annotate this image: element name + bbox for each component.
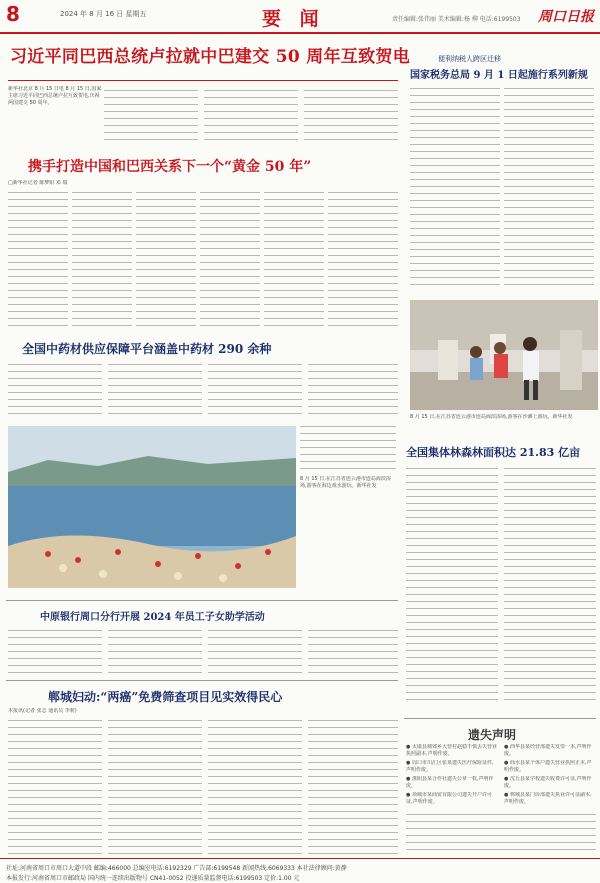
notice-item: ● 淮阳县某合作社遗失公章一枚,声明作废。 <box>406 776 494 789</box>
bank-body-col <box>108 624 202 674</box>
women-byline: 本报讯(记者 张志 通讯员 李莉) <box>8 708 77 714</box>
editor-contact: 责任编辑:张伟丽 美术编辑:杨 柳 电话:6199503 <box>392 16 521 23</box>
notice-item: ● 项城市某商贸有限公司遗失开户许可证,声明作废。 <box>406 792 492 805</box>
headline-rule <box>8 80 398 81</box>
page-header <box>0 0 600 34</box>
notice-rule <box>404 718 596 719</box>
tax-subtitle: 便利纳税人跨区迁移 <box>438 55 501 63</box>
women-body-col <box>308 714 398 854</box>
bank-headline: 中原银行周口分行开展 2024 年员工子女助学活动 <box>40 612 265 623</box>
medicine-body-col <box>308 358 398 422</box>
medicine-body-col <box>8 358 102 422</box>
forest-body-col <box>504 462 596 702</box>
bank-body-col <box>208 624 302 674</box>
forest-body-col <box>406 462 498 702</box>
notice-item: ● 太康县城郊乡大营村赵稳不慎丢失营业执照副本,声明作废。 <box>406 744 497 757</box>
page-footer <box>0 858 600 883</box>
medicine-body-col <box>208 358 302 422</box>
notice-item: ● 商水县某个体户遗失营业执照正本,声明作废。 <box>504 760 592 773</box>
page-number: 8 <box>6 2 20 26</box>
lead-body-col <box>204 84 298 146</box>
commentary-body-col <box>264 186 324 326</box>
section-title: 要 闻 <box>262 8 325 30</box>
women-headline: 郸城妇动:“两癌”免费筛查项目见实效得民心 <box>48 690 283 704</box>
children-photo <box>410 300 598 410</box>
tax-body-col <box>504 82 594 288</box>
women-body-col <box>8 714 102 854</box>
notice-more-lines <box>406 808 596 854</box>
footer-distribution: 本报发行:河南省周口市邮政局 国内统一连续出版物号 CN41-0052 投递质量监督电话:6199503 定价:1.00 元 <box>6 875 300 882</box>
section-divider <box>6 600 398 601</box>
medicine-body-col <box>108 358 202 422</box>
tax-body-col <box>410 82 500 288</box>
medicine-body-col <box>300 420 396 474</box>
commentary-body-col <box>328 186 398 326</box>
notice-item: ● 郸城县某门诊部遗失执业许可证副本,声明作废。 <box>504 792 592 805</box>
women-body-col <box>108 714 202 854</box>
lead-body-col <box>104 84 198 146</box>
notice-item: ● 西华县某经营部遗失发票一本,声明作废。 <box>504 744 592 757</box>
footer-address: 社址:河南省周口市周口大道中段 邮编:466000 总编室电话:6192329 广告部:6199548 新闻热线:6069333 本社法律顾问:黄静 <box>6 865 347 872</box>
commentary-byline: □新华社记者 陈梦阳 邓 瑞 <box>8 180 68 186</box>
medicine-headline: 全国中药材供应保障平台涵盖中药材 290 余种 <box>22 342 272 356</box>
lead-intro: 新华社北京 8 月 15 日电 8 月 15 日,国家主席习近平同巴西总统卢拉互致贺电,庆祝两国建交 50 周年。 <box>8 86 102 106</box>
beach-photo <box>8 426 296 588</box>
notice-item: ● 沈丘县某学校遗失收费许可证,声明作废。 <box>504 776 592 789</box>
lead-body-col <box>304 84 398 146</box>
bank-body-col <box>8 624 102 674</box>
newspaper-logo: 周口日报 <box>538 9 594 25</box>
beach-caption: 8 月 15 日,在江苏省连云港市连岛海滨浴场,游客在海边戏水游玩。新华社发 <box>300 476 391 489</box>
women-body-col <box>208 714 302 854</box>
commentary-body-col <box>200 186 260 326</box>
commentary-body-col <box>72 186 132 326</box>
commentary-headline: 携手打造中国和巴西关系下一个“黄金 50 年” <box>28 159 312 175</box>
lead-headline: 习近平同巴西总统卢拉就中巴建交 50 周年互致贺电 <box>10 47 410 67</box>
commentary-body-col <box>136 186 196 326</box>
tax-headline: 国家税务总局 9 月 1 日起施行系列新规 <box>410 70 588 81</box>
notice-heading: 遗失声明 <box>468 728 517 742</box>
issue-date: 2024 年 8 月 16 日 星期五 <box>60 10 147 18</box>
photo-caption: 8 月 15 日,在江苏省连云港市连岛海滨浴场,游客在沙滩上游玩。新华社发 <box>410 414 573 420</box>
forest-headline: 全国集体林森林面积达 21.83 亿亩 <box>406 446 581 459</box>
bank-body-col <box>308 624 398 674</box>
notice-item: ● 周口市川汇区张某遗失医疗保险证件,声明作废。 <box>406 760 494 773</box>
commentary-body-col <box>8 186 68 326</box>
section-divider <box>6 680 398 681</box>
